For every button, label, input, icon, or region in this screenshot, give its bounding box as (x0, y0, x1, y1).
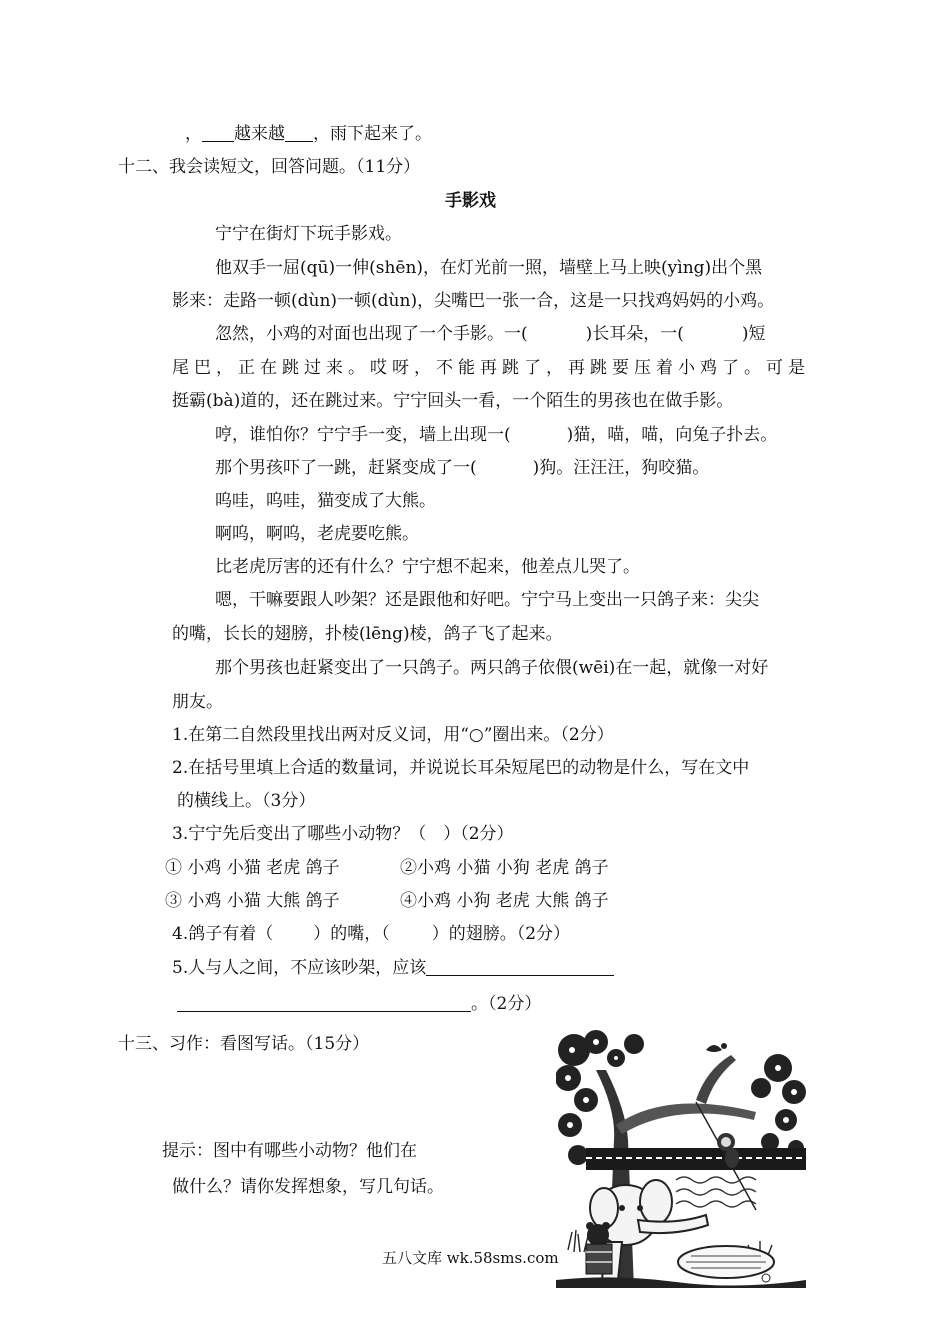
story-paragraph: 朋友。 (172, 692, 223, 712)
story-paragraph: 啊呜，啊呜，老虎要吃熊。 (215, 524, 419, 544)
story-paragraph: 比老虎厉害的还有什么？宁宁想不起来，他差点儿哭了。 (215, 557, 640, 577)
writing-prompt-illustration (556, 1030, 806, 1288)
answer-line[interactable] (177, 993, 471, 1012)
question-3-option-3[interactable]: ③ 小鸡 小猫 大熊 鸽子 (165, 891, 340, 911)
story-paragraph: 嗯，干嘛要跟人吵架？还是跟他和好吧。宁宁马上变出一只鸽子来：尖尖 (215, 590, 759, 610)
writing-hint: 提示：图中有哪些小动物？他们在 (162, 1141, 417, 1161)
writing-hint-cont: 做什么？请你发挥想象，写几句话。 (172, 1177, 444, 1197)
story-paragraph: 挺霸(bà)道的，还在跳过来。宁宁回头一看，一个陌生的男孩也在做手影。 (172, 391, 734, 411)
story-paragraph: 那个男孩吓了一跳，赶紧变成了一( )狗。汪汪汪，狗咬猫。 (215, 458, 710, 478)
story-paragraph: 他双手一屈(qū)一伸(shēn)，在灯光前一照，墙壁上马上映(yìng)出个黑 (215, 258, 763, 278)
story-paragraph: 尾巴，正在跳过来。哎呀，不能再跳了，再跳要压着小鸡了。可是 (172, 358, 810, 378)
footer-watermark: 五八文库 wk.58sms.com (382, 1249, 559, 1267)
story-paragraph: 宁宁在街灯下玩手影戏。 (215, 224, 402, 244)
story-paragraph: 的嘴，长长的翅膀，扑棱(lēng)棱，鸽子飞了起来。 (172, 624, 563, 644)
question-5: 5.人与人之间，不应该吵架，应该 (172, 956, 614, 980)
story-title: 手影戏 (445, 191, 496, 211)
question-3-option-4[interactable]: ④小鸡 小狗 老虎 大熊 鸽子 (400, 891, 609, 911)
question-3-option-2[interactable]: ②小鸡 小猫 小狗 老虎 鸽子 (400, 858, 609, 878)
fill-in-sentence: ， 越来越 ，雨下起来了。 (185, 124, 432, 144)
section-12-heading: 十二、我会读短文，回答问题。（11分） (118, 157, 421, 177)
story-paragraph: 呜哇，呜哇，猫变成了大熊。 (215, 491, 436, 511)
answer-blank[interactable] (202, 123, 234, 142)
story-paragraph: 影来：走路一顿(dùn)一顿(dùn)，尖嘴巴一张一合，这是一只找鸡妈妈的小鸡。 (172, 291, 775, 311)
story-paragraph: 哼，谁怕你？宁宁手一变，墙上出现一( )猫，喵，喵，向兔子扑去。 (215, 425, 778, 445)
question-3-option-1[interactable]: ① 小鸡 小猫 老虎 鸽子 (165, 858, 340, 878)
story-paragraph: 那个男孩也赶紧变出了一只鸽子。两只鸽子依偎(wēi)在一起，就像一对好 (215, 658, 769, 678)
answer-blank[interactable] (285, 123, 313, 142)
section-13-heading: 十三、习作：看图写话。（15分） (118, 1034, 370, 1054)
answer-line[interactable] (426, 957, 614, 976)
question-1: 1.在第二自然段里找出两对反义词，用“○”圈出来。（2分） (172, 725, 614, 745)
question-2: 2.在括号里填上合适的数量词，并说说长耳朵短尾巴的动物是什么，写在文中 (172, 758, 750, 778)
question-2-cont: 的横线上。（3分） (177, 791, 316, 811)
question-4: 4.鸽子有着（ ）的嘴，（ ）的翅膀。（2分） (172, 924, 571, 944)
question-3: 3.宁宁先后变出了哪些小动物？（ ）（2分） (172, 824, 514, 844)
question-5-cont: 。（2分） (177, 992, 541, 1016)
story-paragraph: 忽然，小鸡的对面也出现了一个手影。一( )长耳朵，一( )短 (215, 324, 766, 344)
